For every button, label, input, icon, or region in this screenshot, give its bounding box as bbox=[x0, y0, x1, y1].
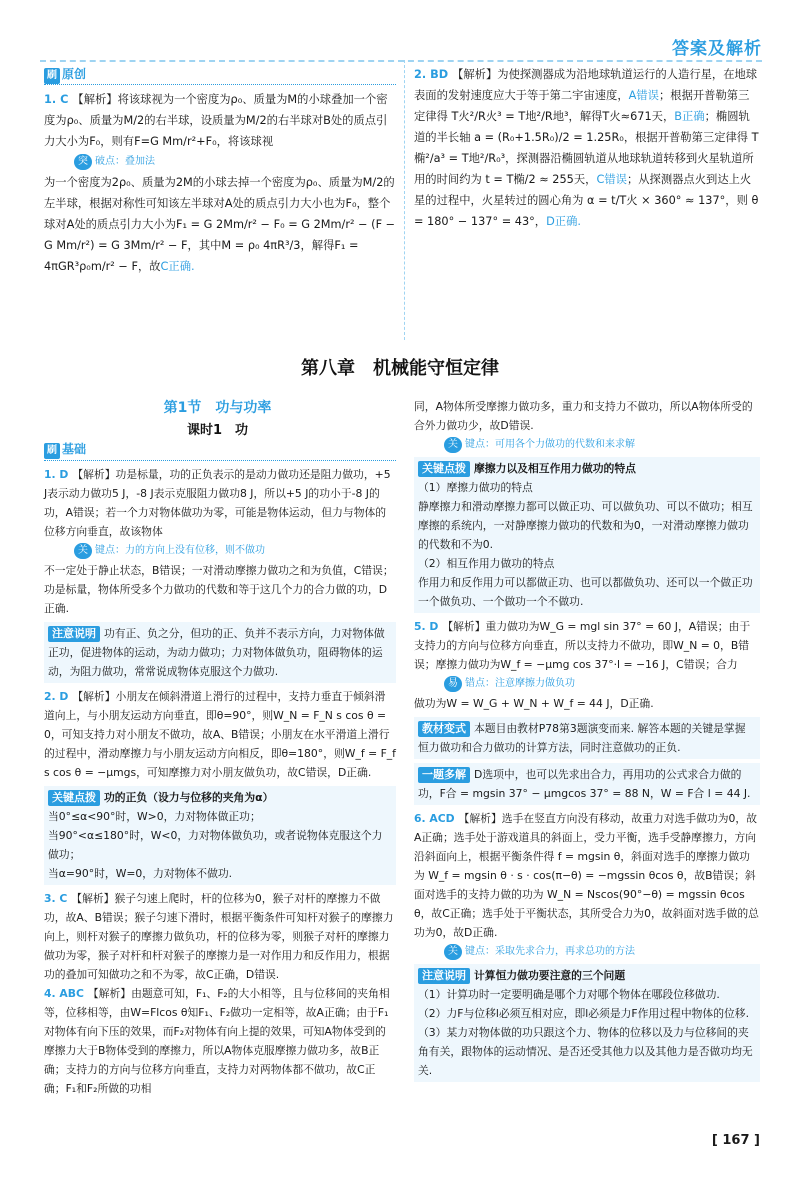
brush-icon: 刷 bbox=[44, 443, 60, 459]
note-tag: 注意说明 bbox=[48, 626, 100, 642]
basic-label: 基础 bbox=[62, 442, 87, 456]
answer-item: 4. ABC 【解析】由题意可知，F₁、F₂的大小相等，且与位移间的夹角相等，位移相等，由W=Flcos θ知F₁、F₂做功一定相等，故A正确；由于F₁对物体有向下压的效果，而F₂对物体有向上提的效果，可知A物体受到的摩擦力大于B物体受到的摩擦力，所以A物体克服摩擦力做功多，故B正确；支持力的方向与位移方向垂直，支持力对两物体都不做功，故C正确；F₁和F₂所做的功相 bbox=[44, 987, 390, 1095]
page-number: [ 167 ] bbox=[711, 1133, 760, 1148]
section-title: 第1节 功与功率 bbox=[163, 400, 272, 416]
lesson-title: 课时1 功 bbox=[186, 423, 249, 438]
option-c: C错误 bbox=[596, 173, 627, 186]
key-box: 关键点拨 功的正负（设力与位移的夹角为α） 当0°≤α<90°时，W>0，力对物体做正功； 当90°<α≤180°时，W<0，力对物体做负功，或者说物体克服这个力做功； 当α=90°时，W=0，力对物体不做功. bbox=[44, 786, 396, 885]
tip-note: 易 错点：注意摩擦力做负功 bbox=[444, 676, 760, 692]
answer-text: 【解析】将该球视为一个密度为ρ₀、质量为M的小球叠加一个密度为ρ₀、质量为M/2的右半球，设质量为M/2的右半球对B处的质点引力大小为F₀，则有F=G Mm/r²+F₀，将该球视 bbox=[44, 93, 388, 148]
tip-note bbox=[74, 154, 396, 170]
answer-number: 2. BD bbox=[414, 68, 449, 81]
answer-text-cont: 做功为W = W_G + W_N + W_f = 44 J，D正确. bbox=[414, 697, 654, 710]
answer-text-cont: 不一定处于静止状态，B错误；一对滑动摩擦力做功之和为负值，C错误；功是标量，物体所受多个力做功的代数和等于这几个力的合力做的功，D正确. bbox=[44, 564, 394, 615]
answer-text-cont: 同，A物体所受摩擦力做功多，重力和支持力不做功，所以A物体所受的合外力做功少，故D错误. bbox=[414, 400, 753, 432]
note-box: 注意说明 计算恒力做功要注意的三个问题 （1）计算功时一定要明确是哪个力对哪个物体在哪段位移做功. （2）力F与位移l必须互相对应，即l必须是力F作用过程中物体的位移. （3）某力对物体做的功只跟这个力、物体的位移以及力与位移间的夹角有关，跟物体的运动情况、是否还受其他力以及其他力是否做功均无关. bbox=[414, 964, 760, 1082]
chapter-title: 第八章 机械能守恒定律 bbox=[301, 358, 499, 379]
answer-item: 6. ACD 【解析】选手在竖直方向没有移动，故重力对选手做功为0，故A正确；选手处于游戏道具的斜面上，受力平衡，选手受静摩擦力，方向沿斜面向上，根据平衡条件得 f = mgsin θ，斜面对选手的摩擦力做功为 W_f = mgsin θ · s · cos(π−θ) = −mgssin θcos θ，故B错误；斜面对选手的支持力做的功为 W_N = Nscos(90°−θ) = mgssin θcos θ，故C正确；选手处于平衡状态，其所受合力为0，故斜面对选手做的总功为0，故D正确. bbox=[414, 812, 759, 939]
answer-correct: C正确. bbox=[160, 260, 195, 273]
basic-section-header bbox=[44, 440, 396, 461]
multi-solution-tag: 一题多解 bbox=[418, 767, 470, 783]
note-box: 注意说明 功有正、负之分，但功的正、负并不表示方向，力对物体做正功，促进物体的运动，为动力做功；力对物体做负功，阻碍物体的运动，为阻力做功，常常说成物体克服这个力做功. bbox=[44, 622, 396, 683]
right-column bbox=[414, 397, 760, 1086]
tip-badge: 关 bbox=[444, 437, 462, 453]
key-tag: 关键点拨 bbox=[48, 790, 100, 806]
column-divider bbox=[404, 60, 405, 340]
tip-badge: 突 bbox=[74, 154, 92, 170]
top-right-block bbox=[414, 64, 760, 232]
tip-badge: 关 bbox=[444, 944, 462, 960]
answer-number: 1. C bbox=[44, 93, 69, 106]
answer-item: 2. BD 【解析】为使探测器成为沿地球轨道运行的人造行星，在地球表面的发射速度应大于等于第二宇宙速度，A错误；根据开普勒第三定律得 T火²/R火³ = T地²/R地³，解得T火≈671天，B正确；椭圆轨道的半长轴 a = (R₀+1.5R₀)/2 = 1.25R₀，根据开普勒第三定律得 T椭²/a³ = T地²/R₀³，探测器沿椭圆轨道从地球轨道转移到火星轨道所用的时间约为 t = T椭/2 ≈ 255天，C错误；从探测器点火到达上火星的过程中，火星转过的圆心角为 α = t/T火 × 360° ≈ 137°，则 θ = 180° − 137° = 43°，D正确. bbox=[414, 68, 759, 228]
tip-note: 关 键点：可用各个力做功的代数和来求解 bbox=[444, 437, 760, 453]
tip-badge: 易 bbox=[444, 676, 462, 692]
tip-note: 关 键点：力的方向上没有位移，则不做功 bbox=[74, 543, 396, 559]
multi-solution-box: 一题多解 D选项中，也可以先求出合力，再用功的公式求合力做的功，F合 = mgsin 37° − μmgcos 37° = 88 N，W = F合 l = 44 J. bbox=[414, 763, 760, 805]
option-b: B正确 bbox=[674, 110, 705, 123]
answer-item: 1. D 【解析】功是标量，功的正负表示的是动力做功还是阻力做功，+5 J表示动力做功5 J，-8 J表示克服阻力做功8 J，所以+5 J的功小于-8 J的功，A错误；若一个力对物体做功为零，可能是物体运动，但力与物体的位移方向垂直，故该物体 bbox=[44, 468, 391, 538]
answer-item: 3. C 【解析】猴子匀速上爬时，杆的位移为0，猴子对杆的摩擦力不做功，故A、B错误；猴子匀速下滑时，根据平衡条件可知杆对猴子的摩擦力向上，则杆对猴子的摩擦力做负功，杆的位移为零，则猴子对杆的摩擦力做功为零，猴子对杆和杆对猴子的摩擦力是一对作用力和反作用力，根据功的叠加可知做功之和不为零，故C正确，D错误. bbox=[44, 892, 394, 981]
tip-note: 关 键点：采取先求合力，再求总功的方法 bbox=[444, 944, 760, 960]
header-divider bbox=[40, 60, 762, 62]
brush-icon: 刷 bbox=[44, 68, 60, 84]
option-a: A错误 bbox=[628, 89, 659, 102]
answer-text-cont: 为一个密度为2ρ₀、质量为2M的小球去掉一个密度为ρ₀、质量为M/2的左半球，根据对称性可知该左半球对A处的质点引力大小也为F₀，整个球对A处的质点引力大小为F₁ = G 2Mm/r² − F₀ = G 2Mm/r² − (F − G Mm/r²) = G 3Mm/r² − F，其中M = ρ₀ 4πR³/3，解得F₁ = 4πGR³ρ₀m/r² − F，故C正确. bbox=[44, 176, 396, 273]
top-left-block bbox=[44, 64, 396, 277]
tip-badge: 关 bbox=[74, 543, 92, 559]
textbook-tag: 教材变式 bbox=[418, 721, 470, 737]
answer-item bbox=[44, 89, 396, 152]
textbook-variant-box: 教材变式 本题目由教材P78第3题演变而来. 解答本题的关键是掌握恒力做功和合力做功的计算方法，同时注意做功的正负. bbox=[414, 717, 760, 759]
key-tag: 关键点拨 bbox=[418, 461, 470, 477]
original-section-header bbox=[44, 64, 396, 85]
answer-item: 5. D 【解析】重力做功为W_G = mgl sin 37° = 60 J，A错误；由于支持力的方向与位移方向垂直，所以支持力不做功，即W_N = 0，B错误；摩擦力做功为W_f = −μmg cos 37°·l = −16 J，C错误；合力 bbox=[414, 620, 751, 671]
header-title: 答案及解析 bbox=[672, 39, 762, 59]
note-tag: 注意说明 bbox=[418, 968, 470, 984]
original-label: 原创 bbox=[62, 67, 87, 81]
option-d: D正确. bbox=[546, 215, 581, 228]
answer-item: 2. D 【解析】小朋友在倾斜滑道上滑行的过程中，支持力垂直于倾斜滑道向上，与小朋友运动方向垂直，即θ=90°，则W_N = F_N s cos θ = 0，可知支持力对小朋友不做功，故A、B错误；小朋友在水平滑道上滑行的过程中，滑动摩擦力与小朋友运动方向相反，即θ=180°，则W_f = F_f s cos θ = −μmgs，可知摩擦力对小朋友做负功，故C错误，D正确. bbox=[44, 690, 396, 779]
tip-text: 破点：叠加法 bbox=[95, 156, 155, 167]
key-box: 关键点拨 摩擦力以及相互作用力做功的特点 （1）摩擦力做功的特点 静摩擦力和滑动摩擦力都可以做正功、可以做负功、可以不做功；相互摩擦的系统内，一对静摩擦力做功的代数和为0，一对滑动摩擦力做功的代数和不为0. （2）相互作用力做功的特点 作用力和反作用力可以都做正功、也可以都做负功、还可以一个做正功一个做负功、一个做功一个不做功. bbox=[414, 457, 760, 613]
left-column bbox=[44, 440, 396, 1098]
